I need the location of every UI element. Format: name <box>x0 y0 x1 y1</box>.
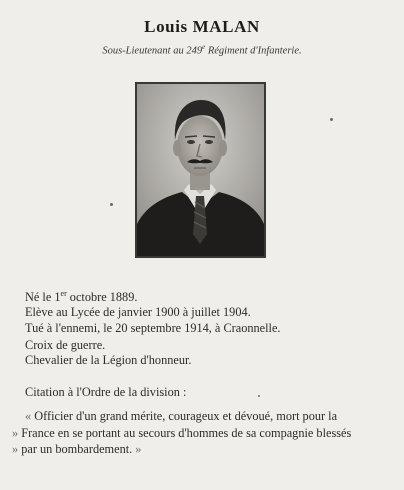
citation-line-1-text: Officier d'un grand mérite, courageux et dévoué, mort pour la <box>34 409 338 423</box>
subtitle-ordinal: e <box>202 43 206 51</box>
paper-speck <box>258 395 260 397</box>
citation-heading: Citation à l'Ordre de la division : <box>25 385 187 399</box>
portrait-photo-icon <box>137 84 264 256</box>
citation-quote <box>12 408 351 458</box>
citation-line-1 <box>12 408 351 425</box>
school-line: Elève au Lycée de janvier 1900 à juillet 1904. <box>25 305 251 320</box>
close-quote: » <box>135 442 142 456</box>
citation-line-3 <box>12 441 351 458</box>
subtitle-prefix: Sous-Lieutenant au 249 <box>102 45 203 57</box>
continue-quote-2: » <box>12 442 19 456</box>
paper-speck <box>330 118 333 121</box>
biography <box>25 286 281 336</box>
person-name: Louis MALAN <box>144 17 260 36</box>
citation-line-2-text: France en se portant au secours d'hommes de sa compagnie blessés <box>21 425 352 440</box>
rank-subtitle <box>0 43 404 57</box>
honors <box>25 338 191 369</box>
citation-line-2 <box>12 425 351 442</box>
honor-croix-de-guerre: Croix de guerre. <box>25 338 106 352</box>
birth-prefix: Né le 1 <box>25 290 61 305</box>
birth-suffix: octobre 1889. <box>66 290 138 305</box>
paper-speck <box>110 203 113 206</box>
death-line: Tué à l'ennemi, le 20 septembre 1914, à Craonnelle. <box>25 320 281 335</box>
birth-line <box>25 286 281 305</box>
subtitle-suffix: Régiment d'Infanterie. <box>205 45 302 57</box>
honor-legion-honneur: Chevalier de la Légion d'honneur. <box>25 353 192 368</box>
open-quote: « <box>25 409 32 423</box>
birth-ordinal: er <box>60 289 67 298</box>
portrait-photo <box>135 82 266 258</box>
citation-line-3-text: par un bombardement. <box>21 442 133 456</box>
continue-quote-1: » <box>12 425 19 440</box>
